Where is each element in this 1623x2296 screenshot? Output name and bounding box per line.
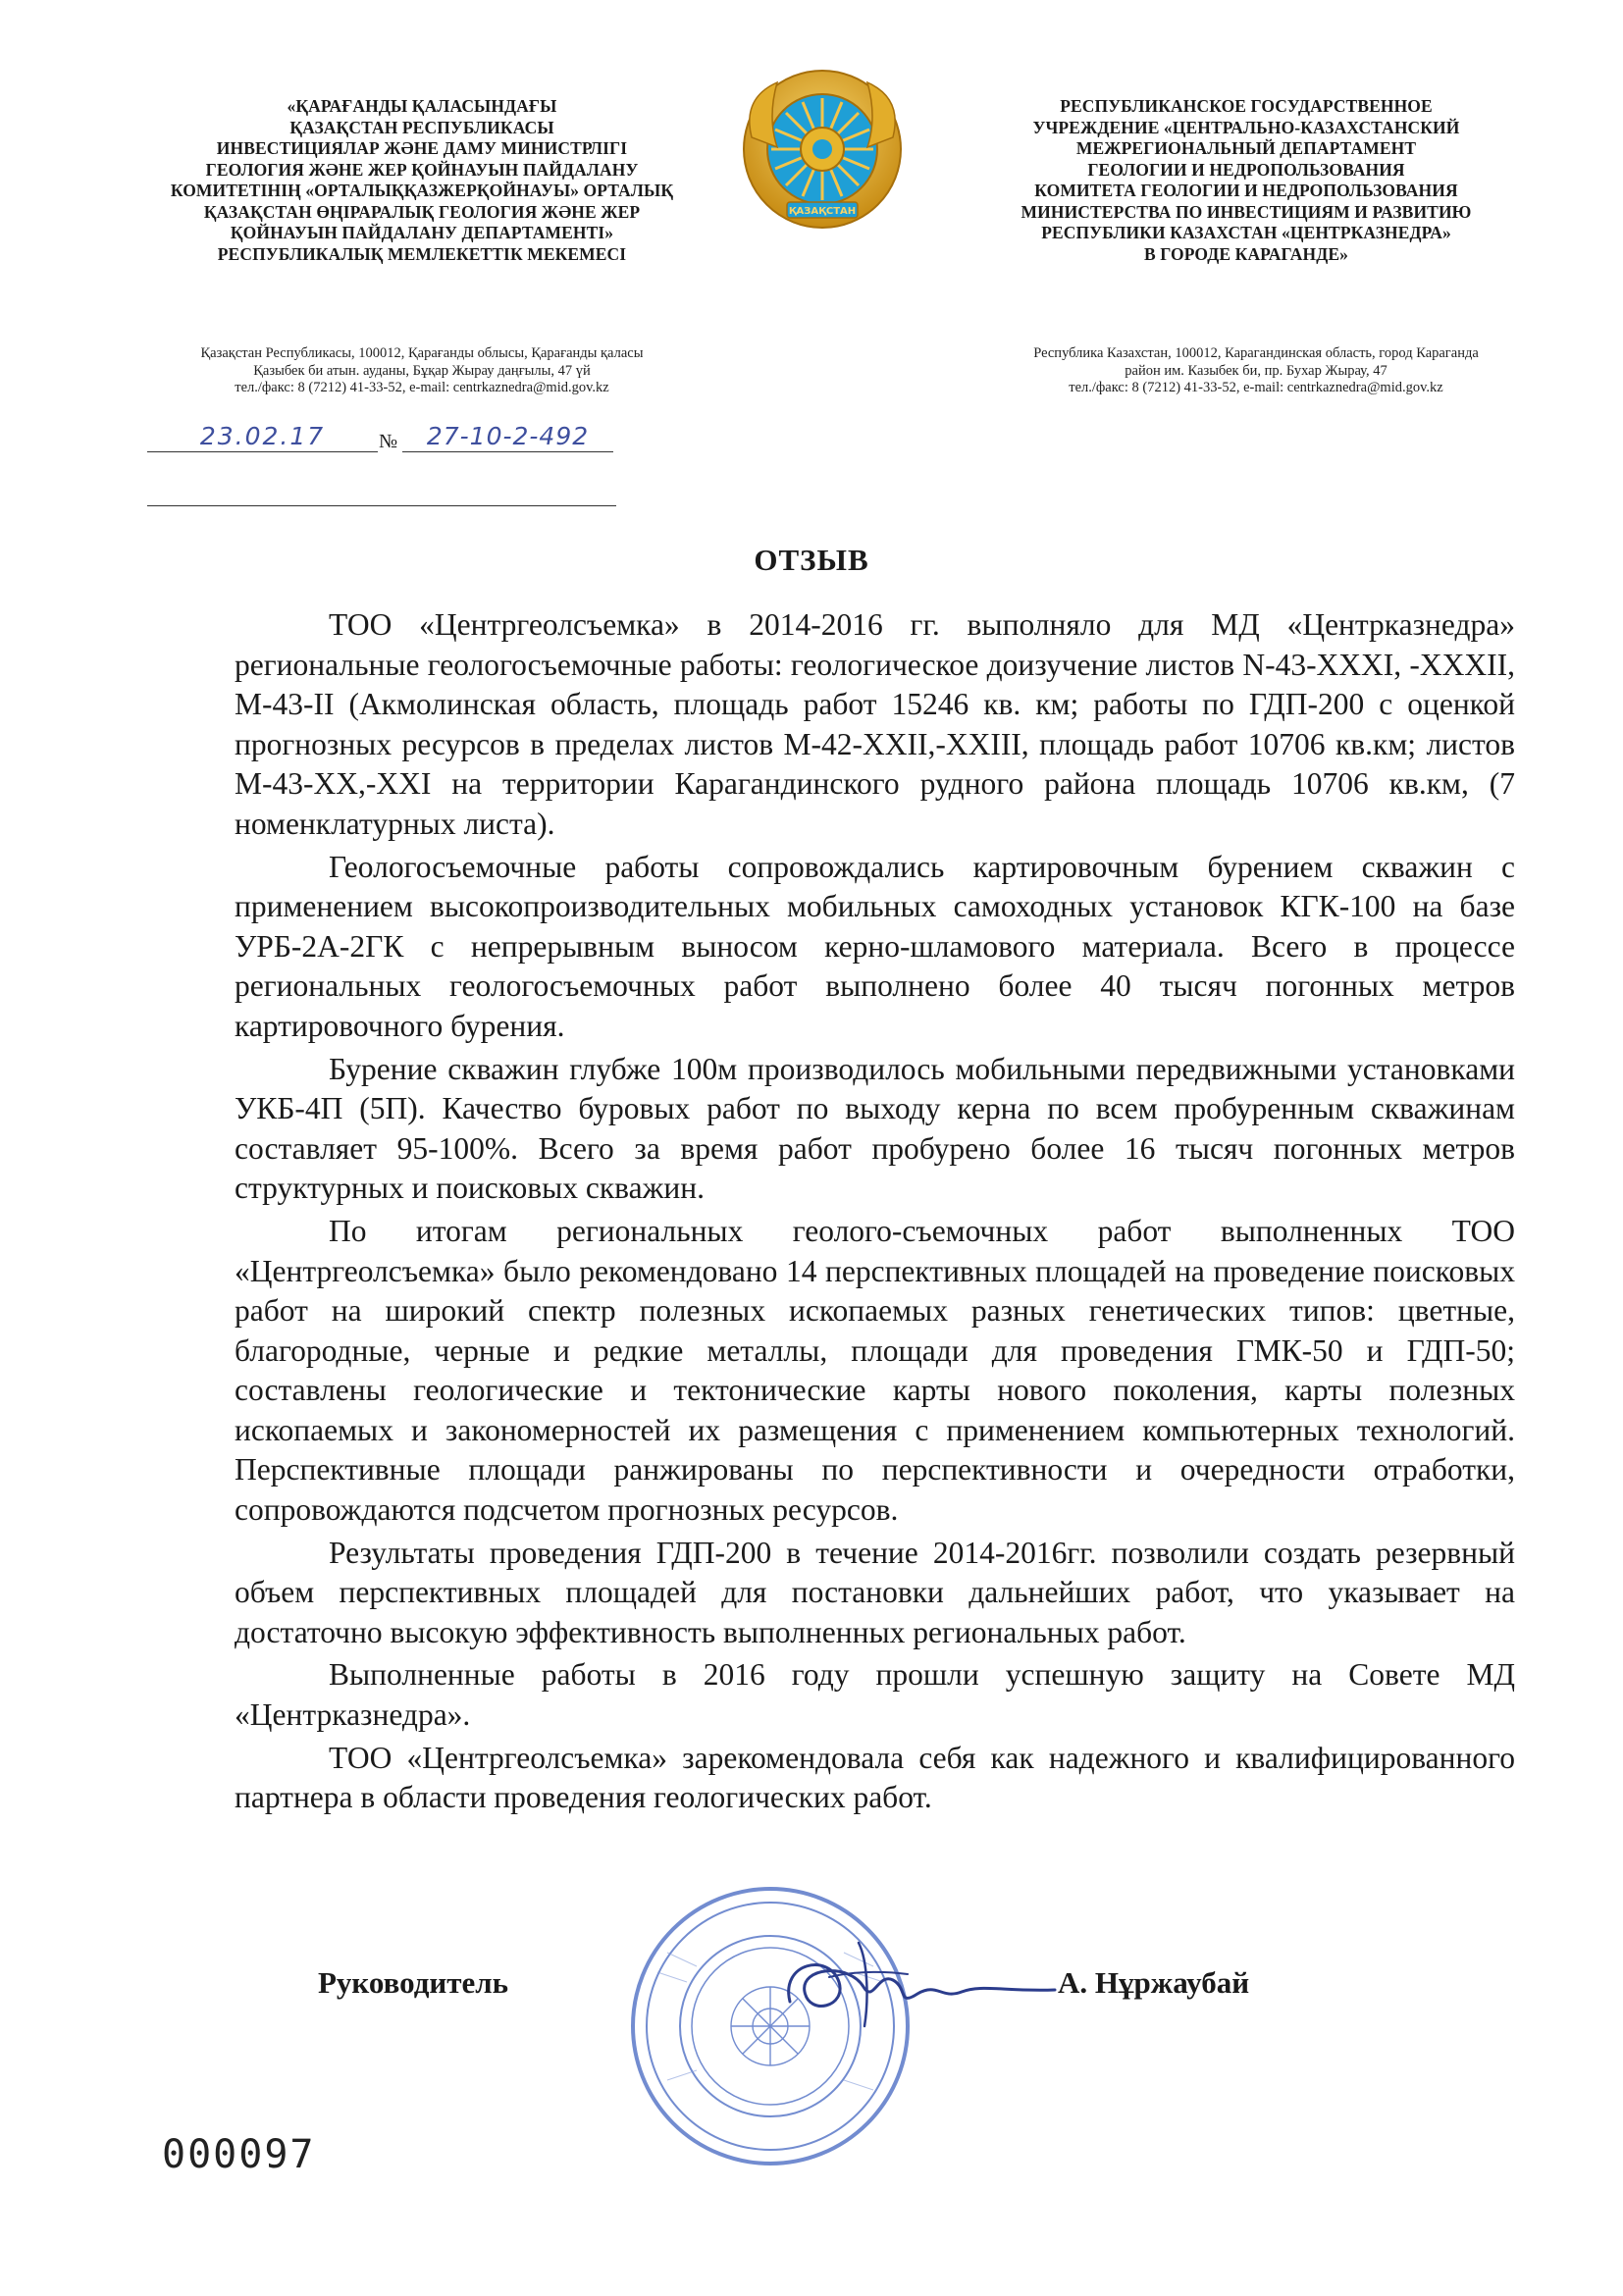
header-ru-line: КОМИТЕТА ГЕОЛОГИИ И НЕДРОПОЛЬЗОВАНИЯ bbox=[1034, 181, 1458, 200]
header-kz-line: ҚАЗАҚСТАН РЕСПУБЛИКАСЫ bbox=[289, 117, 554, 137]
handwritten-signature-icon bbox=[770, 1923, 1065, 2041]
header-ru-line: ГЕОЛОГИИ И НЕДРОПОЛЬЗОВАНИЯ bbox=[1087, 159, 1405, 180]
signatory-position: Руководитель bbox=[318, 1965, 509, 2000]
header-ru-line: РЕСПУБЛИКАНСКОЕ ГОСУДАРСТВЕННОЕ bbox=[1060, 96, 1433, 116]
header-ru-line: УЧРЕЖДЕНИЕ «ЦЕНТРАЛЬНО-КАЗАХСТАНСКИЙ bbox=[1032, 117, 1460, 137]
address-kz-line: тел./факс: 8 (7212) 41-33-52, e-mail: centrkaznedra@mid.gov.kz bbox=[235, 380, 609, 395]
address-kz bbox=[147, 345, 697, 397]
body-paragraph: ТОО «Центргеолсъемка» в 2014-2016 гг. выполняло для МД «Центрказнедра» региональные геологосъемочные работы: геологическое доизучение листов N-43-XXXI, -XXXII, M-43-II (Акмолинская область, площадь работ 15246 кв. км; работы по ГДП-200 с оценкой прогнозных ресурсов в пределах листов M-42-XXII,-XXIII, площадь работ 10706 кв.км; листов M-43-XX,-XXI на территории Карагандинского рудного района площадь 10706 кв.км, (7 номенклатурных листа). bbox=[235, 607, 1515, 841]
header-kz-line: «ҚАРАҒАНДЫ ҚАЛАСЫНДАҒЫ bbox=[287, 96, 557, 116]
state-emblem-icon bbox=[738, 69, 907, 234]
registration-blank-line bbox=[147, 505, 616, 506]
header-kz-line: ҚАЗАҚСТАН ӨҢІРАРАЛЫҚ ГЕОЛОГИЯ ЖӘНЕ ЖЕР bbox=[203, 201, 641, 222]
body-paragraph: По итогам региональных геолого-съемочных работ выполненных ТОО «Центргеолсъемка» было рекомендовано 14 перспективных площадей на проведение поисковых работ на широкий спектр полезных ископаемых разных генетических типов: цветные, благородные, черные и редкие металлы, площади для проведения ГМК-50 и ГДП-50; составлены геологические и тектонические карты нового поколения, карты полезных ископаемых и закономерностей их размещения с применением компьютерных технологий. Перспективные площади ранжированы по перспективности и очередности отработки, сопровождаются подсчетом прогнозных ресурсов. bbox=[235, 1213, 1515, 1528]
body-paragraph: Выполненные работы в 2016 году прошли успешную защиту на Совете МД «Центрказнедра». bbox=[235, 1657, 1515, 1733]
document-title: ОТЗЫВ bbox=[754, 543, 869, 577]
registration-number: 27-10-2-492 bbox=[402, 422, 613, 452]
registration-date: 23.02.17 bbox=[147, 422, 378, 452]
serial-number: 000097 bbox=[162, 2132, 316, 2177]
body-paragraph: Бурение скважин глубже 100м производилось мобильными передвижными установками УКБ-4П (5П). Качество буровых работ по выходу керна по всем пробуренным скважинам составляет 95-100%. Всего за время работ пробурено более 16 тысяч погонных метров структурных и поисковых скважин. bbox=[235, 1051, 1515, 1206]
registration-number-label: № bbox=[379, 431, 398, 452]
header-kz-line: КОМИТЕТІНІҢ «ОРТАЛЫҚҚАЗЖЕРҚОЙНАУЫ» ОРТАЛЫҚ bbox=[170, 181, 674, 200]
header-kz-line: РЕСПУБЛИКАЛЫҚ МЕМЛЕКЕТТІК МЕКЕМЕСІ bbox=[217, 243, 627, 264]
body-paragraph: ТОО «Центргеолсъемка» зарекомендовала себя как надежного и квалифицированного партнера в области проведения геологических работ. bbox=[235, 1740, 1515, 1815]
body-paragraph: Геологосъемочные работы сопровождались картировочным бурением скважин с применением высокопроизводительных мобильных самоходных установок КГК-100 на базе УРБ-2А-2ГК с непрерывным выносом керно-шламового материала. Всего в процессе региональных геологосъемочных работ выполнено более 40 тысяч погонных метров картировочного бурения. bbox=[235, 849, 1515, 1043]
header-kz-line: ҚОЙНАУЫН ПАЙДАЛАНУ ДЕПАРТАМЕНТІ» bbox=[230, 223, 614, 242]
address-ru-line: тел./факс: 8 (7212) 41-33-52, e-mail: centrkaznedra@mid.gov.kz bbox=[1069, 380, 1443, 395]
signatory-name: А. Нұржаубай bbox=[1058, 1965, 1250, 2000]
address-kz-line: Қазақстан Республикасы, 100012, Қарағанды облысы, Қарағанды қаласы bbox=[200, 345, 644, 361]
address-ru bbox=[971, 345, 1541, 397]
header-ru-line: МИНИСТЕРСТВА ПО ИНВЕСТИЦИЯМ И РАЗВИТИЮ bbox=[1021, 201, 1472, 222]
address-kz-line: Қазыбек би атын. ауданы, Бұқар Жырау даңғылы, 47 үй bbox=[253, 362, 591, 379]
emblem-text: ҚАЗАҚСТАН bbox=[788, 206, 857, 217]
header-kz-line: ИНВЕСТИЦИЯЛАР ЖӘНЕ ДАМУ МИНИСТРЛІГІ bbox=[216, 138, 628, 158]
address-ru-line: Республика Казахстан, 100012, Карагандинская область, город Караганда bbox=[1033, 345, 1479, 361]
header-kz bbox=[147, 96, 697, 265]
document-body bbox=[235, 605, 1515, 1821]
header-ru-line: МЕЖРЕГИОНАЛЬНЫЙ ДЕПАРТАМЕНТ bbox=[1075, 138, 1417, 158]
body-paragraph: Результаты проведения ГДП-200 в течение 2014-2016гг. позволили создать резервный объем перспективных площадей для постановки дальнейших работ, что указывает на достаточно высокую эффективность выполненных региональных работ. bbox=[235, 1535, 1515, 1649]
address-ru-line: район им. Казыбек би, пр. Бухар Жырау, 47 bbox=[1125, 362, 1387, 379]
header-kz-line: ГЕОЛОГИЯ ЖӘНЕ ЖЕР ҚОЙНАУЫН ПАЙДАЛАНУ bbox=[205, 159, 639, 180]
header-ru-line: В ГОРОДЕ КАРАГАНДЕ» bbox=[1143, 243, 1349, 264]
header-ru bbox=[971, 96, 1521, 265]
header-ru-line: РЕСПУБЛИКИ КАЗАХСТАН «ЦЕНТРКАЗНЕДРА» bbox=[1041, 223, 1451, 242]
